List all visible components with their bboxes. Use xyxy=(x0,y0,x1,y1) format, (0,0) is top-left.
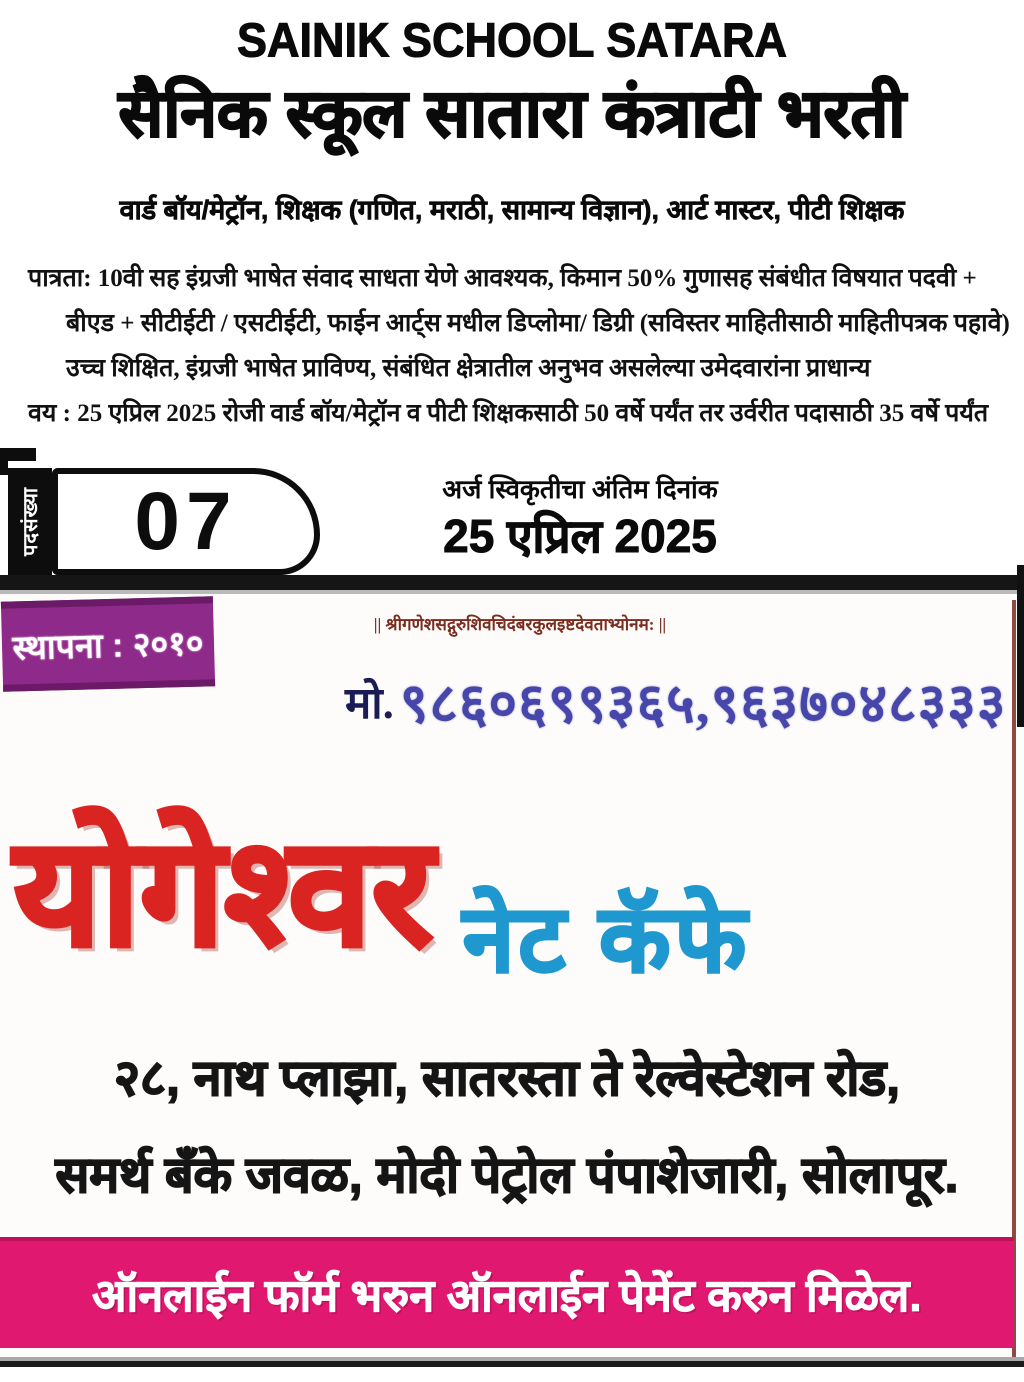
established-year: स्थापना : २०१० xyxy=(12,624,205,668)
cafe-brand-name: योगेश्वर xyxy=(14,807,433,976)
corner-mark xyxy=(0,448,8,475)
mobile-label: मो. xyxy=(345,679,394,729)
cafe-address xyxy=(0,1030,1014,1224)
post-count-value: 07 xyxy=(134,475,238,567)
established-year-box xyxy=(1,596,215,692)
post-count-label-box xyxy=(8,468,52,575)
address-line-1: २८, नाथ प्लाझा, सातरस्ता ते रेल्वेस्टेशन रोड, xyxy=(113,1050,901,1106)
age-limit-line: वय : 25 एप्रिल 2025 रोजी वार्ड बॉय/मेट्रॉन व पीटी शिक्षकसाठी 50 वर्षे पर्यंत तर उर्वरीत पदासाठी 35 वर्षे पर्यंत xyxy=(28,400,989,427)
post-count-box xyxy=(52,468,320,575)
cafe-brand-type: नेट कॅफे xyxy=(462,887,751,991)
eligibility-line-1: पात्रता: 10वी सह इंग्रजी भाषेत संवाद साधता येणे आवश्यक, किमान 50% गुणासह संबंधीत विषयात पदवी + xyxy=(28,265,977,292)
eligibility-section xyxy=(28,256,1016,436)
online-payment-text: ऑनलाईन फॉर्म भरुन ऑनलाईन पेमेंट करुन मिळेल. xyxy=(92,1270,922,1321)
deadline-date: 25 एप्रिल 2025 xyxy=(443,510,717,562)
deadline-label: अर्ज स्विकृतीचा अंतिम दिनांक xyxy=(442,474,718,504)
phone-row xyxy=(345,668,1015,740)
brand-row xyxy=(14,742,1014,1042)
section-divider xyxy=(0,575,1024,590)
mobile-numbers: ९८६०६९९३६५,९६३७०४८३३३ xyxy=(399,673,1007,734)
address-line-2: समर्थ बँके जवळ, मोदी पेट्रोल पंपाशेजारी, सोलापूर. xyxy=(55,1147,959,1203)
right-edge-bar xyxy=(1017,565,1024,727)
eligibility-line-2: बीएड + सीटीईटी / एसटीईटी, फाईन आर्ट्स मधील डिप्लोमा/ डिग्री (सविस्तर माहितीसाठी माहितीपत्रक पहावे) xyxy=(66,310,1010,337)
post-count-label: पदसंख्या xyxy=(19,487,42,556)
positions-list: वार्ड बॉय/मेट्रॉन, शिक्षक (गणित, मराठी, सामान्य विज्ञान), आर्ट मास्टर, पीटी शिक्षक xyxy=(119,195,905,225)
invocation-text: || श्रीगणेशसद्गुरुशिवचिदंबरकुलइष्टदेवताभ्योनम: || xyxy=(373,615,667,634)
school-title-marathi: सैनिक स्कूल सातारा कंत्राटी भरती xyxy=(118,76,906,150)
school-title-english: SAINIK SCHOOL SATARA xyxy=(236,12,788,68)
bottom-border-black xyxy=(0,1361,1024,1367)
eligibility-line-3: उच्च शिक्षित, इंग्रजी भाषेत प्राविण्य, संबंधित क्षेत्रातील अनुभव असलेल्या उमेदवारांना प्राधान्य xyxy=(66,355,871,382)
online-payment-banner xyxy=(0,1237,1014,1348)
